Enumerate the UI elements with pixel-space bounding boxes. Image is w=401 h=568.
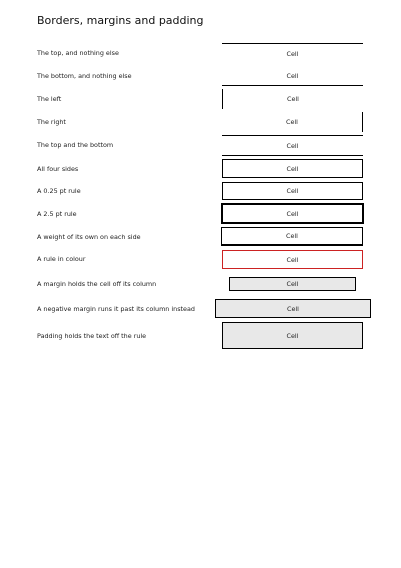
cell-left — [222, 89, 363, 109]
cell-all-four — [222, 159, 363, 178]
row-label-thick-rule: A 2.5 pt rule — [37, 210, 77, 218]
cell-text: Cell — [286, 232, 298, 240]
cell-text: Cell — [286, 164, 299, 173]
cell-top-only — [222, 43, 363, 63]
cell-bottom-only — [222, 66, 363, 86]
cell-text: Cell — [286, 49, 299, 58]
cell-text: Cell — [287, 304, 299, 313]
cell-text: Cell — [286, 331, 299, 340]
cell-right — [222, 112, 363, 132]
row-label-bottom-only: The bottom, and nothing else — [37, 72, 132, 80]
row-label-colour-rule: A rule in colour — [37, 255, 86, 263]
cell-text: Cell — [286, 118, 298, 126]
row-label-top-only: The top, and nothing else — [37, 49, 119, 57]
cell-text: Cell — [286, 187, 299, 195]
cell-text: Cell — [286, 71, 299, 80]
cell-margin-inset — [229, 277, 356, 291]
cell-mixed-weights — [221, 227, 363, 246]
cell-colour-rule — [222, 250, 363, 269]
cell-thin-rule — [222, 182, 363, 200]
cell-text: Cell — [286, 141, 299, 150]
cell-padding — [222, 322, 363, 349]
row-label-all-four: All four sides — [37, 165, 79, 173]
cell-top-bottom — [222, 135, 363, 156]
row-label-padding: Padding holds the text off the rule — [37, 332, 147, 340]
cell-negative-margin — [215, 299, 371, 318]
row-label-top-bottom: The top and the bottom — [37, 141, 114, 149]
cell-thick-rule — [221, 203, 364, 224]
page-title: Borders, margins and padding — [37, 14, 204, 27]
cell-text: Cell — [286, 209, 299, 218]
row-label-margin: A margin holds the cell off its column — [37, 280, 157, 288]
row-label-thin-rule: A 0.25 pt rule — [37, 187, 81, 195]
cell-text: Cell — [286, 255, 299, 264]
row-label-negative-margin: A negative margin runs it past its column instead — [37, 305, 195, 313]
cell-text: Cell — [286, 280, 299, 288]
row-label-left: The left — [37, 95, 62, 103]
cell-text: Cell — [287, 95, 299, 103]
row-label-mixed-weights: A weight of its own on each side — [37, 233, 141, 241]
row-label-right: The right — [37, 118, 66, 126]
